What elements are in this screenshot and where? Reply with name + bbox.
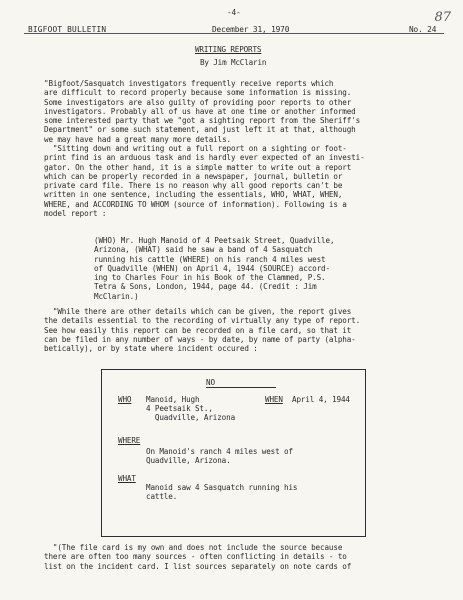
issue-date: December 31, 1970 [212, 25, 290, 34]
card-what-label: WHAT [118, 474, 136, 483]
card-who-value: Manoid, Hugh 4 Peetsaik St., Quadville, Arizona [146, 395, 236, 423]
card-number-line [206, 387, 276, 388]
page-number: -4- [227, 8, 241, 17]
handwritten-page-mark: 87 [434, 10, 451, 25]
paragraph-intro: "Bigfoot/Sasquatch investigators frequently receive reports which are difficult to record properly because some information is missing. Some investigators are also guilty of providing poor reports to other investigators. Probably all of us have at one time or another informed some interested party that we "got a sighting report from the Sheriff's Department" or some such statement, and just left it at that, although we may have had a great many more details. [44, 79, 361, 144]
article-byline: By Jim McClarin [200, 58, 267, 67]
card-where-value: On Manoid's ranch 4 miles west of Quadville, Arizona. [146, 447, 293, 466]
publication-name: BIGFOOT BULLETIN [28, 25, 107, 34]
article-title: WRITING REPORTS [195, 45, 262, 54]
card-where-label: WHERE [118, 436, 141, 445]
card-who-label: WHO [118, 395, 132, 404]
card-when-label: WHEN [265, 395, 283, 404]
header-rule [24, 33, 444, 34]
card-when-value: April 4, 1944 [292, 395, 350, 404]
paragraph-essentials: "Sitting down and writing out a full report on a sighting or foot- print find is an arduous task and is hardly ever expected of an investi- gator. On the other hand, it is a simple matter to write out a report which can be properly recorded in a newspaper, journal, bulletin or private card file. There is no reason why all good reports can't be written in one sentence, including the essentials, WHO, WHAT, WHEN, WHERE, and ACCORDING TO WHOM (source of information). Following is a model report : [44, 144, 365, 218]
paragraph-card-note: "(The file card is my own and does not include the source because there are often too many sources - often conflicting in details - to list on the incident card. I list sources separately on note cards of [44, 543, 352, 571]
paragraph-file-card-intro: "While there are other details which can be given, the report gives the details essential to the recording of virtually any type of report. See how easily this report can be recorded on a file card, so that it can be filed in any number of ways - by date, by name of party (alpha- betically), or by state where incident occured : [44, 307, 361, 353]
card-what-value: Manoid saw 4 Sasquatch running his cattle. [146, 483, 298, 502]
incident-file-card [101, 369, 366, 537]
model-report-quote: (WHO) Mr. Hugh Manoid of 4 Peetsaik Street, Quadville, Arizona, (WHAT) said he saw a band of 4 Sasquatch running his cattle (WHERE) on his ranch 4 miles west of Quadville (WHEN) on April 4, 1944 (SOURCE) accord- ing to Charles Four in his Book of the Clammed, P.S. Tetra & Sons, London, 1944, page 44. (Credit : Jim McClarin.) [94, 236, 335, 301]
issue-number: No. 24 [409, 25, 437, 34]
card-number-label: NO [206, 378, 215, 387]
